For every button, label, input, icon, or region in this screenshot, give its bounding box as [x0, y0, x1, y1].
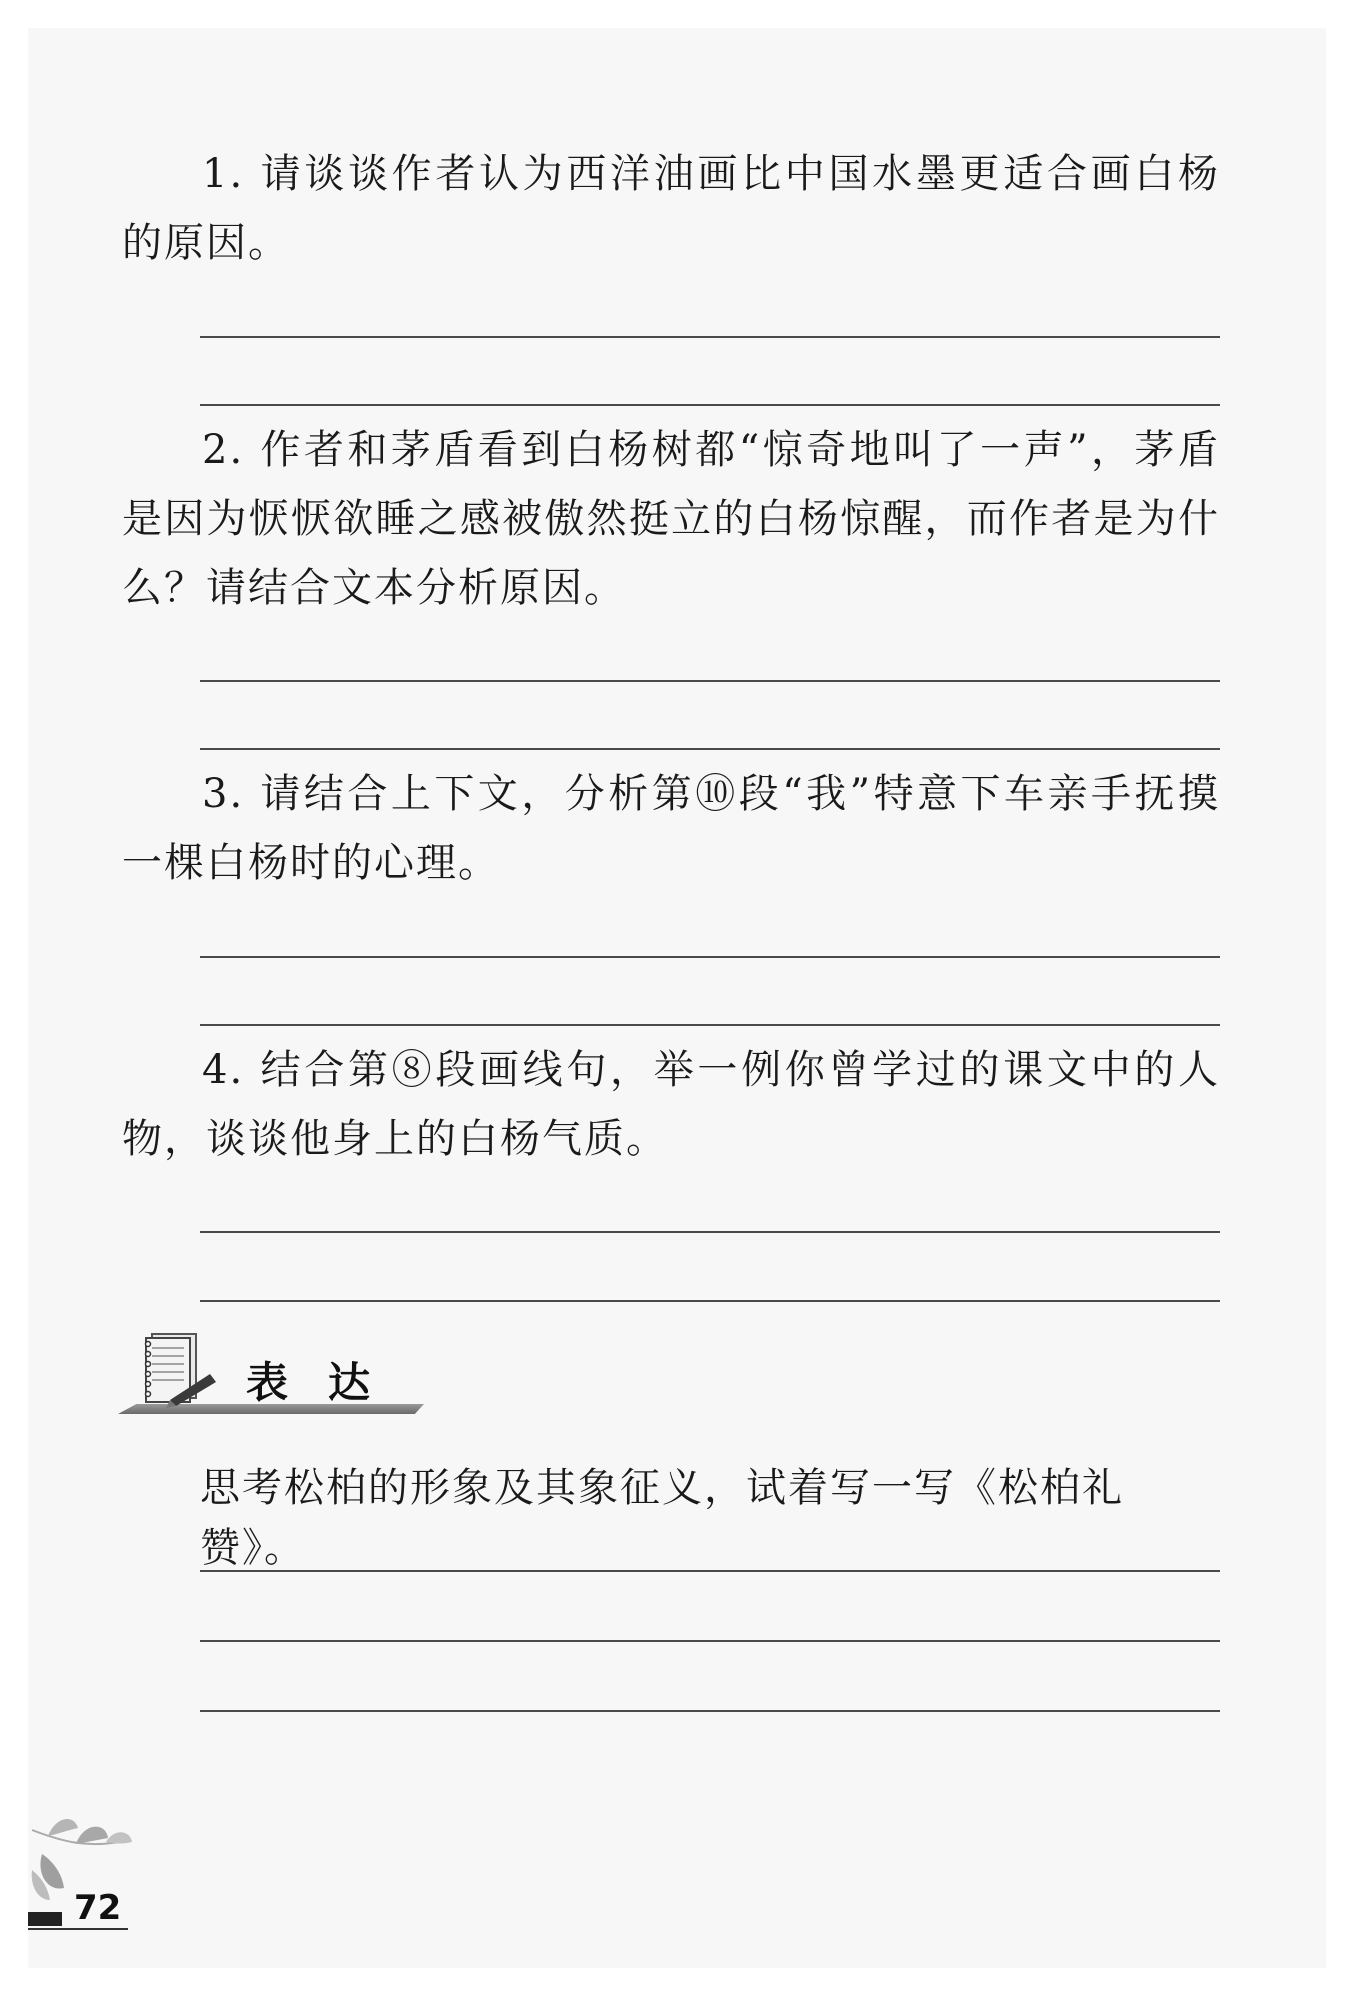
question-2: 2. 作者和茅盾看到白杨树都“惊奇地叫了一声”，茅盾是因为恹恹欲睡之感被傲然挺立的白杨惊醒，而作者是为什么？请结合文本分析原因。 — [122, 427, 1220, 611]
question-4: 4. 结合第⑧段画线句，举一例你曾学过的课文中的人物，谈谈他身上的白杨气质。 — [122, 1047, 1220, 1162]
page-number-rule — [28, 1928, 128, 1930]
question-3: 3. 请结合上下文，分析第⑩段“我”特意下车亲手抚摸一棵白杨时的心理。 — [122, 771, 1220, 886]
page-number-bar — [28, 1912, 62, 1926]
answer-line[interactable] — [200, 956, 1220, 958]
answer-line[interactable] — [200, 1231, 1220, 1233]
answer-line[interactable] — [200, 1710, 1220, 1712]
answer-line[interactable] — [200, 1300, 1220, 1302]
writing-prompt: 思考松柏的形象及其象征义，试着写一写《松柏礼赞》。 — [200, 1465, 1124, 1571]
section-header — [118, 1330, 428, 1420]
answer-line[interactable] — [200, 1640, 1220, 1642]
notebook-pen-icon — [140, 1330, 220, 1408]
answer-line[interactable] — [200, 1570, 1220, 1572]
worksheet-page — [28, 28, 1326, 1968]
answer-line[interactable] — [200, 404, 1220, 406]
answer-line[interactable] — [200, 336, 1220, 338]
answer-line[interactable] — [200, 680, 1220, 682]
question-1: 1. 请谈谈作者认为西洋油画比中国水墨更适合画白杨的原因。 — [122, 151, 1220, 266]
section-title: 表达 — [246, 1358, 411, 1407]
page-number: 72 — [74, 1888, 122, 1928]
answer-line[interactable] — [200, 1024, 1220, 1026]
answer-line[interactable] — [200, 748, 1220, 750]
